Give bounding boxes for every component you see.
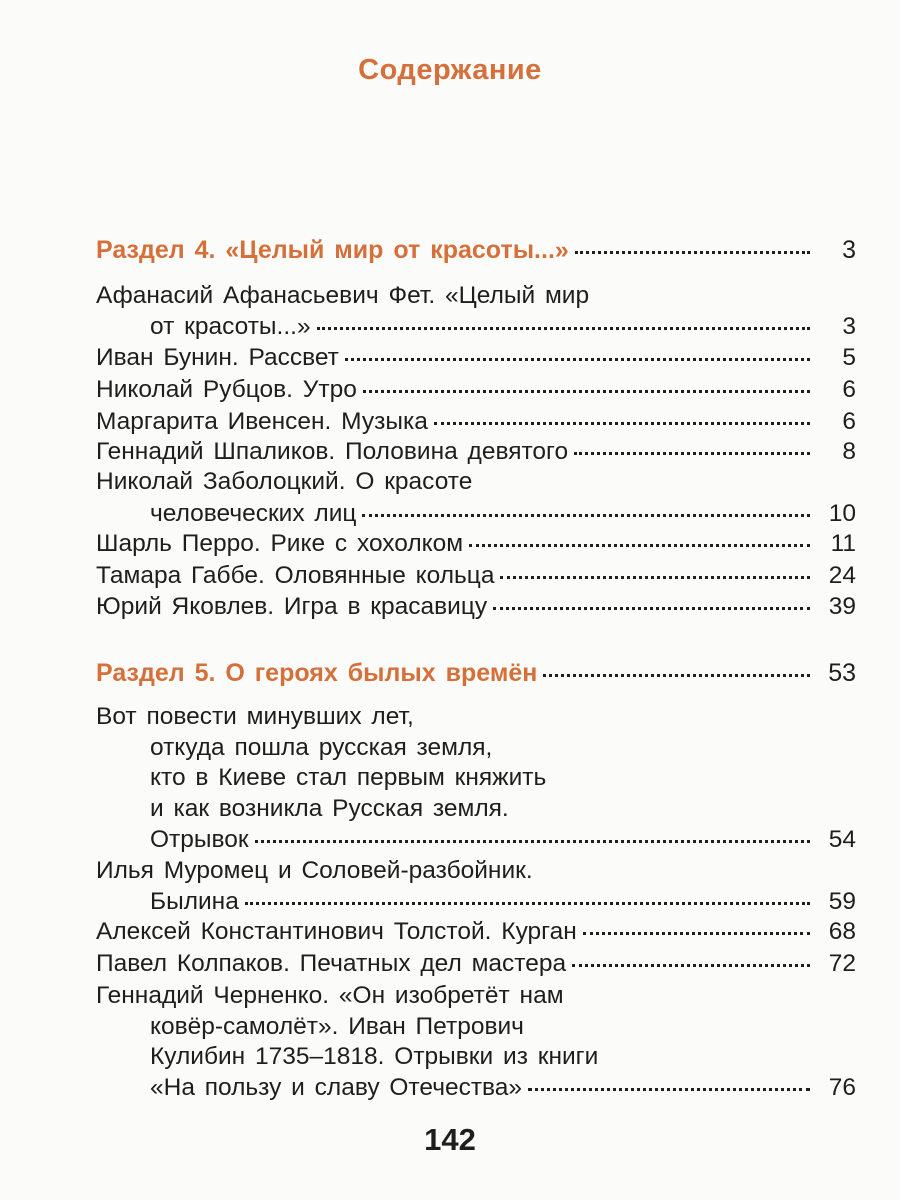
toc-entry-povest-l5[interactable] (150, 826, 856, 854)
dot-leader (362, 514, 810, 517)
page-ref: 24 (828, 562, 856, 589)
toc-entry-yakovlev[interactable] (96, 593, 856, 621)
page-ref: 68 (828, 918, 856, 945)
entry-text: Николай Рубцов. Утро (96, 376, 357, 403)
entry-text: от красоты...» (150, 313, 311, 340)
entry-text: Былина (150, 888, 239, 915)
section-5-heading[interactable] (96, 659, 856, 688)
toc-entry-zabolotsky[interactable] (96, 468, 856, 496)
toc-entry-fet-cont[interactable] (150, 313, 856, 341)
toc-entry-povest-l2[interactable] (150, 734, 856, 762)
dot-leader (245, 902, 810, 905)
dot-leader (317, 327, 810, 330)
page-ref: 53 (828, 659, 856, 687)
toc-entry-chernenko-l2[interactable] (150, 1013, 856, 1041)
entry-text: Павел Колпаков. Печатных дел мастера (96, 950, 567, 977)
toc-entry-chernenko-l4[interactable] (150, 1074, 856, 1102)
entry-text: Шарль Перро. Рике с хохолком (96, 530, 464, 557)
page-ref: 72 (828, 950, 856, 977)
dot-leader (500, 576, 810, 579)
entry-text: Маргарита Ивенсен. Музыка (96, 408, 428, 435)
section-4-heading[interactable] (96, 236, 856, 265)
dot-leader (363, 390, 810, 393)
page-title: Содержание (358, 54, 542, 86)
toc-entry-povest[interactable] (96, 703, 856, 731)
entry-text: Юрий Яковлев. Игра в красавицу (96, 593, 488, 620)
dot-leader (543, 674, 810, 677)
entry-text: Кулибин 1735–1818. Отрывки из книги (150, 1043, 599, 1070)
toc-entry-chernenko-l3[interactable] (150, 1043, 856, 1071)
toc-entry-povest-l3[interactable] (150, 764, 856, 792)
dot-leader (583, 932, 810, 935)
page-ref: 6 (842, 408, 856, 435)
entry-text: Илья Муромец и Соловей-разбойник. (96, 857, 533, 884)
dot-leader (493, 607, 810, 610)
entry-text: откуда пошла русская земля, (150, 734, 493, 761)
entry-text: Отрывок (150, 826, 249, 853)
dot-leader (575, 251, 810, 254)
page-ref: 76 (828, 1074, 856, 1101)
toc-entry-muromets[interactable] (96, 857, 856, 885)
entry-text: кто в Киеве стал первым княжить (150, 764, 547, 791)
dot-leader (528, 1088, 810, 1091)
dot-leader (434, 422, 810, 425)
page-ref: 3 (842, 236, 856, 264)
toc-entry-muromets-cont[interactable] (150, 888, 856, 916)
entry-text: человеческих лиц (150, 500, 357, 527)
entry-text: ковёр-самолёт». Иван Петрович (150, 1013, 524, 1040)
entry-text: Иван Бунин. Рассвет (96, 344, 339, 371)
toc-entry-shpalikov[interactable] (96, 438, 856, 466)
toc-entry-rubtsov[interactable] (96, 376, 856, 404)
dot-leader (255, 840, 810, 843)
dot-leader (574, 452, 810, 455)
toc-entry-fet[interactable] (96, 282, 856, 310)
page-ref: 54 (828, 826, 856, 853)
toc-entry-zabolotsky-cont[interactable] (150, 500, 856, 528)
page-ref: 39 (828, 593, 856, 620)
entry-text: Вот повести минувших лет, (96, 703, 414, 730)
page-ref: 11 (830, 530, 856, 557)
page-ref: 8 (842, 438, 856, 465)
page-number: 142 (424, 1122, 476, 1157)
toc-entry-gabbe[interactable] (96, 562, 856, 590)
toc-entry-bunin[interactable] (96, 344, 856, 372)
toc-entry-povest-l4[interactable] (150, 795, 856, 823)
dot-leader (572, 964, 810, 967)
toc-entry-tolstoy[interactable] (96, 918, 856, 946)
entry-text: и как возникла Русская земля. (150, 795, 509, 822)
page-ref: 6 (842, 376, 856, 403)
page-ref: 59 (828, 888, 856, 915)
page-ref: 5 (842, 344, 856, 371)
toc-entry-ivensen[interactable] (96, 408, 856, 436)
entry-text: Алексей Константинович Толстой. Курган (96, 918, 577, 945)
section-title: Раздел 5. О героях былых времён (96, 659, 538, 687)
section-title: Раздел 4. «Целый мир от красоты...» (96, 236, 569, 264)
entry-text: «На пользу и славу Отечества» (150, 1074, 523, 1101)
entry-text: Геннадий Черненко. «Он изобретёт нам (96, 982, 564, 1009)
entry-text: Николай Заболоцкий. О красоте (96, 468, 473, 495)
toc-entry-kolpakov[interactable] (96, 950, 856, 978)
entry-text: Геннадий Шпаликов. Половина девятого (96, 438, 569, 465)
toc-entry-perrault[interactable] (96, 530, 856, 558)
page-ref: 10 (828, 500, 856, 527)
page-ref: 3 (842, 313, 856, 340)
dot-leader (345, 358, 810, 361)
toc-entry-chernenko[interactable] (96, 982, 856, 1010)
dot-leader (469, 544, 810, 547)
entry-text: Тамара Габбе. Оловянные кольца (96, 562, 495, 589)
entry-text: Афанасий Афанасьевич Фет. «Целый мир (96, 282, 590, 309)
